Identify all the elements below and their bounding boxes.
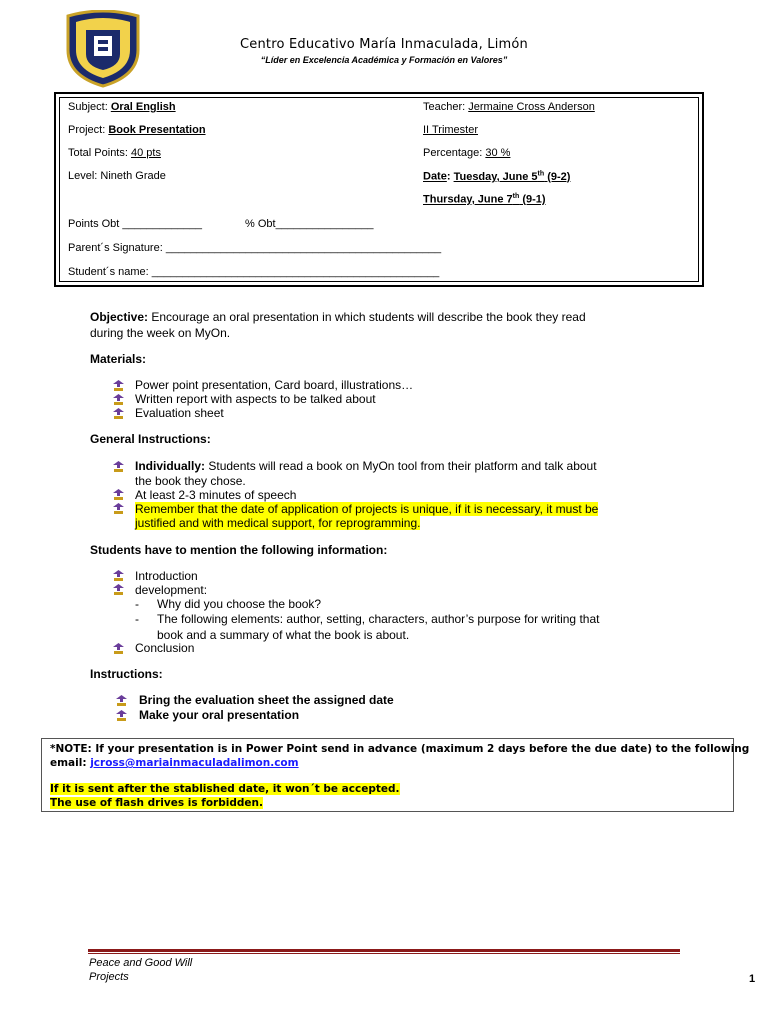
arrow-bullet-icon — [116, 695, 127, 706]
mention-development: development: — [135, 583, 208, 597]
objective-line-2: during the week on MyOn. — [90, 326, 231, 340]
student-name-field: Student´s name: _______________________________________________ — [68, 266, 440, 278]
objective-label: Objective: — [90, 310, 149, 324]
parent-signature-field: Parent´s Signature: _____________________________________________ — [68, 242, 442, 254]
level-field: Level: Nineth Grade — [68, 170, 166, 182]
subject-field: Subject: Oral English — [68, 101, 176, 113]
info-box — [54, 92, 704, 287]
instructions-heading: Instructions: — [90, 667, 163, 681]
arrow-bullet-icon — [113, 503, 124, 514]
general-item-3-line-1: Remember that the date of application of projects is unique, if it is necessary, it must be — [135, 502, 599, 516]
materials-item-2: Written report with aspects to be talked about — [135, 392, 376, 406]
mention-sub-1: Why did you choose the book? — [157, 597, 322, 611]
trimester: II Trimester — [423, 124, 479, 136]
date-field-2: Thursday, June 7th (9-1) — [423, 193, 546, 206]
page-number: 1 — [749, 973, 756, 985]
school-name: Centro Educativo María Inmaculada, Limón — [240, 37, 528, 52]
total-points-field: Total Points: 40 pts — [68, 147, 161, 159]
teacher-field: Teacher: Jermaine Cross Anderson — [423, 101, 595, 113]
teacher-value: Jermaine Cross Anderson — [468, 101, 595, 113]
arrow-bullet-icon — [113, 394, 124, 405]
materials-item-1: Power point presentation, Card board, illustrations… — [135, 378, 414, 392]
note-warning-2: The use of flash drives is forbidden. — [50, 797, 263, 809]
general-item-1-line-1: Individually: Students will read a book on MyOn tool from their platform and talk about — [135, 459, 597, 473]
general-item-1-line-2: the book they chose. — [135, 474, 246, 488]
total-points-value: 40 pts — [130, 147, 161, 159]
percentage-value: 30 % — [485, 147, 511, 159]
materials-heading: Materials: — [90, 352, 147, 366]
school-motto: “Líder en Excelencia Académica y Formación en Valores” — [260, 55, 508, 65]
general-item-3-line-2: justified and with medical support, for reprogramming. — [135, 516, 421, 530]
sub-dash-1: - — [135, 597, 139, 611]
arrow-bullet-icon — [113, 584, 124, 595]
mention-sub-2-line-1: The following elements: author, setting, characters, author’s purpose for writing that — [157, 612, 600, 626]
footer-section: Projects — [89, 971, 129, 983]
arrow-bullet-icon — [116, 710, 127, 721]
objective-line-1: Objective: Encourage an oral presentation in which students will describe the book they read — [90, 310, 586, 324]
instructions-item-1: Bring the evaluation sheet the assigned date — [139, 693, 394, 707]
footer-motto: Peace and Good Will — [89, 957, 193, 969]
percent-obtained-field: % Obt________________ — [245, 218, 374, 230]
materials-item-3: Evaluation sheet — [135, 406, 224, 420]
points-obtained-field: Points Obt _____________ — [68, 218, 202, 230]
project-value: Book Presentation — [108, 124, 206, 136]
instructions-item-2: Make your oral presentation — [139, 708, 300, 722]
percentage-field: Percentage: 30 % — [423, 147, 511, 159]
date-field-1: Date: Tuesday, June 5th (9-2) — [423, 170, 571, 183]
email-link[interactable]: jcross@mariainmaculadalimon.com — [90, 757, 299, 769]
note-email-line: email: jcross@mariainmaculadalimon.com — [50, 757, 299, 769]
arrow-bullet-icon — [113, 489, 124, 500]
arrow-bullet-icon — [113, 380, 124, 391]
arrow-bullet-icon — [113, 408, 124, 419]
sub-dash-2: - — [135, 612, 139, 626]
general-instructions-heading: General Instructions: — [90, 432, 211, 446]
mention-conclusion: Conclusion — [135, 641, 195, 655]
subject-value: Oral English — [110, 101, 176, 113]
arrow-bullet-icon — [113, 461, 124, 472]
mention-sub-2-line-2: book and a summary of what the book is about. — [157, 628, 410, 642]
mention-intro: Introduction — [135, 569, 198, 583]
arrow-bullet-icon — [113, 570, 124, 581]
note-line-1: *NOTE: If your presentation is in Power Point send in advance (maximum 2 days before the due date) to the following — [50, 743, 750, 755]
footer-rule — [88, 949, 680, 955]
note-warning-1: If it is sent after the stablished date, it won´t be accepted. — [50, 783, 400, 795]
project-field: Project: Book Presentation — [68, 124, 206, 136]
general-item-2: At least 2-3 minutes of speech — [135, 488, 297, 502]
arrow-bullet-icon — [113, 643, 124, 654]
mention-heading: Students have to mention the following information: — [90, 543, 388, 557]
